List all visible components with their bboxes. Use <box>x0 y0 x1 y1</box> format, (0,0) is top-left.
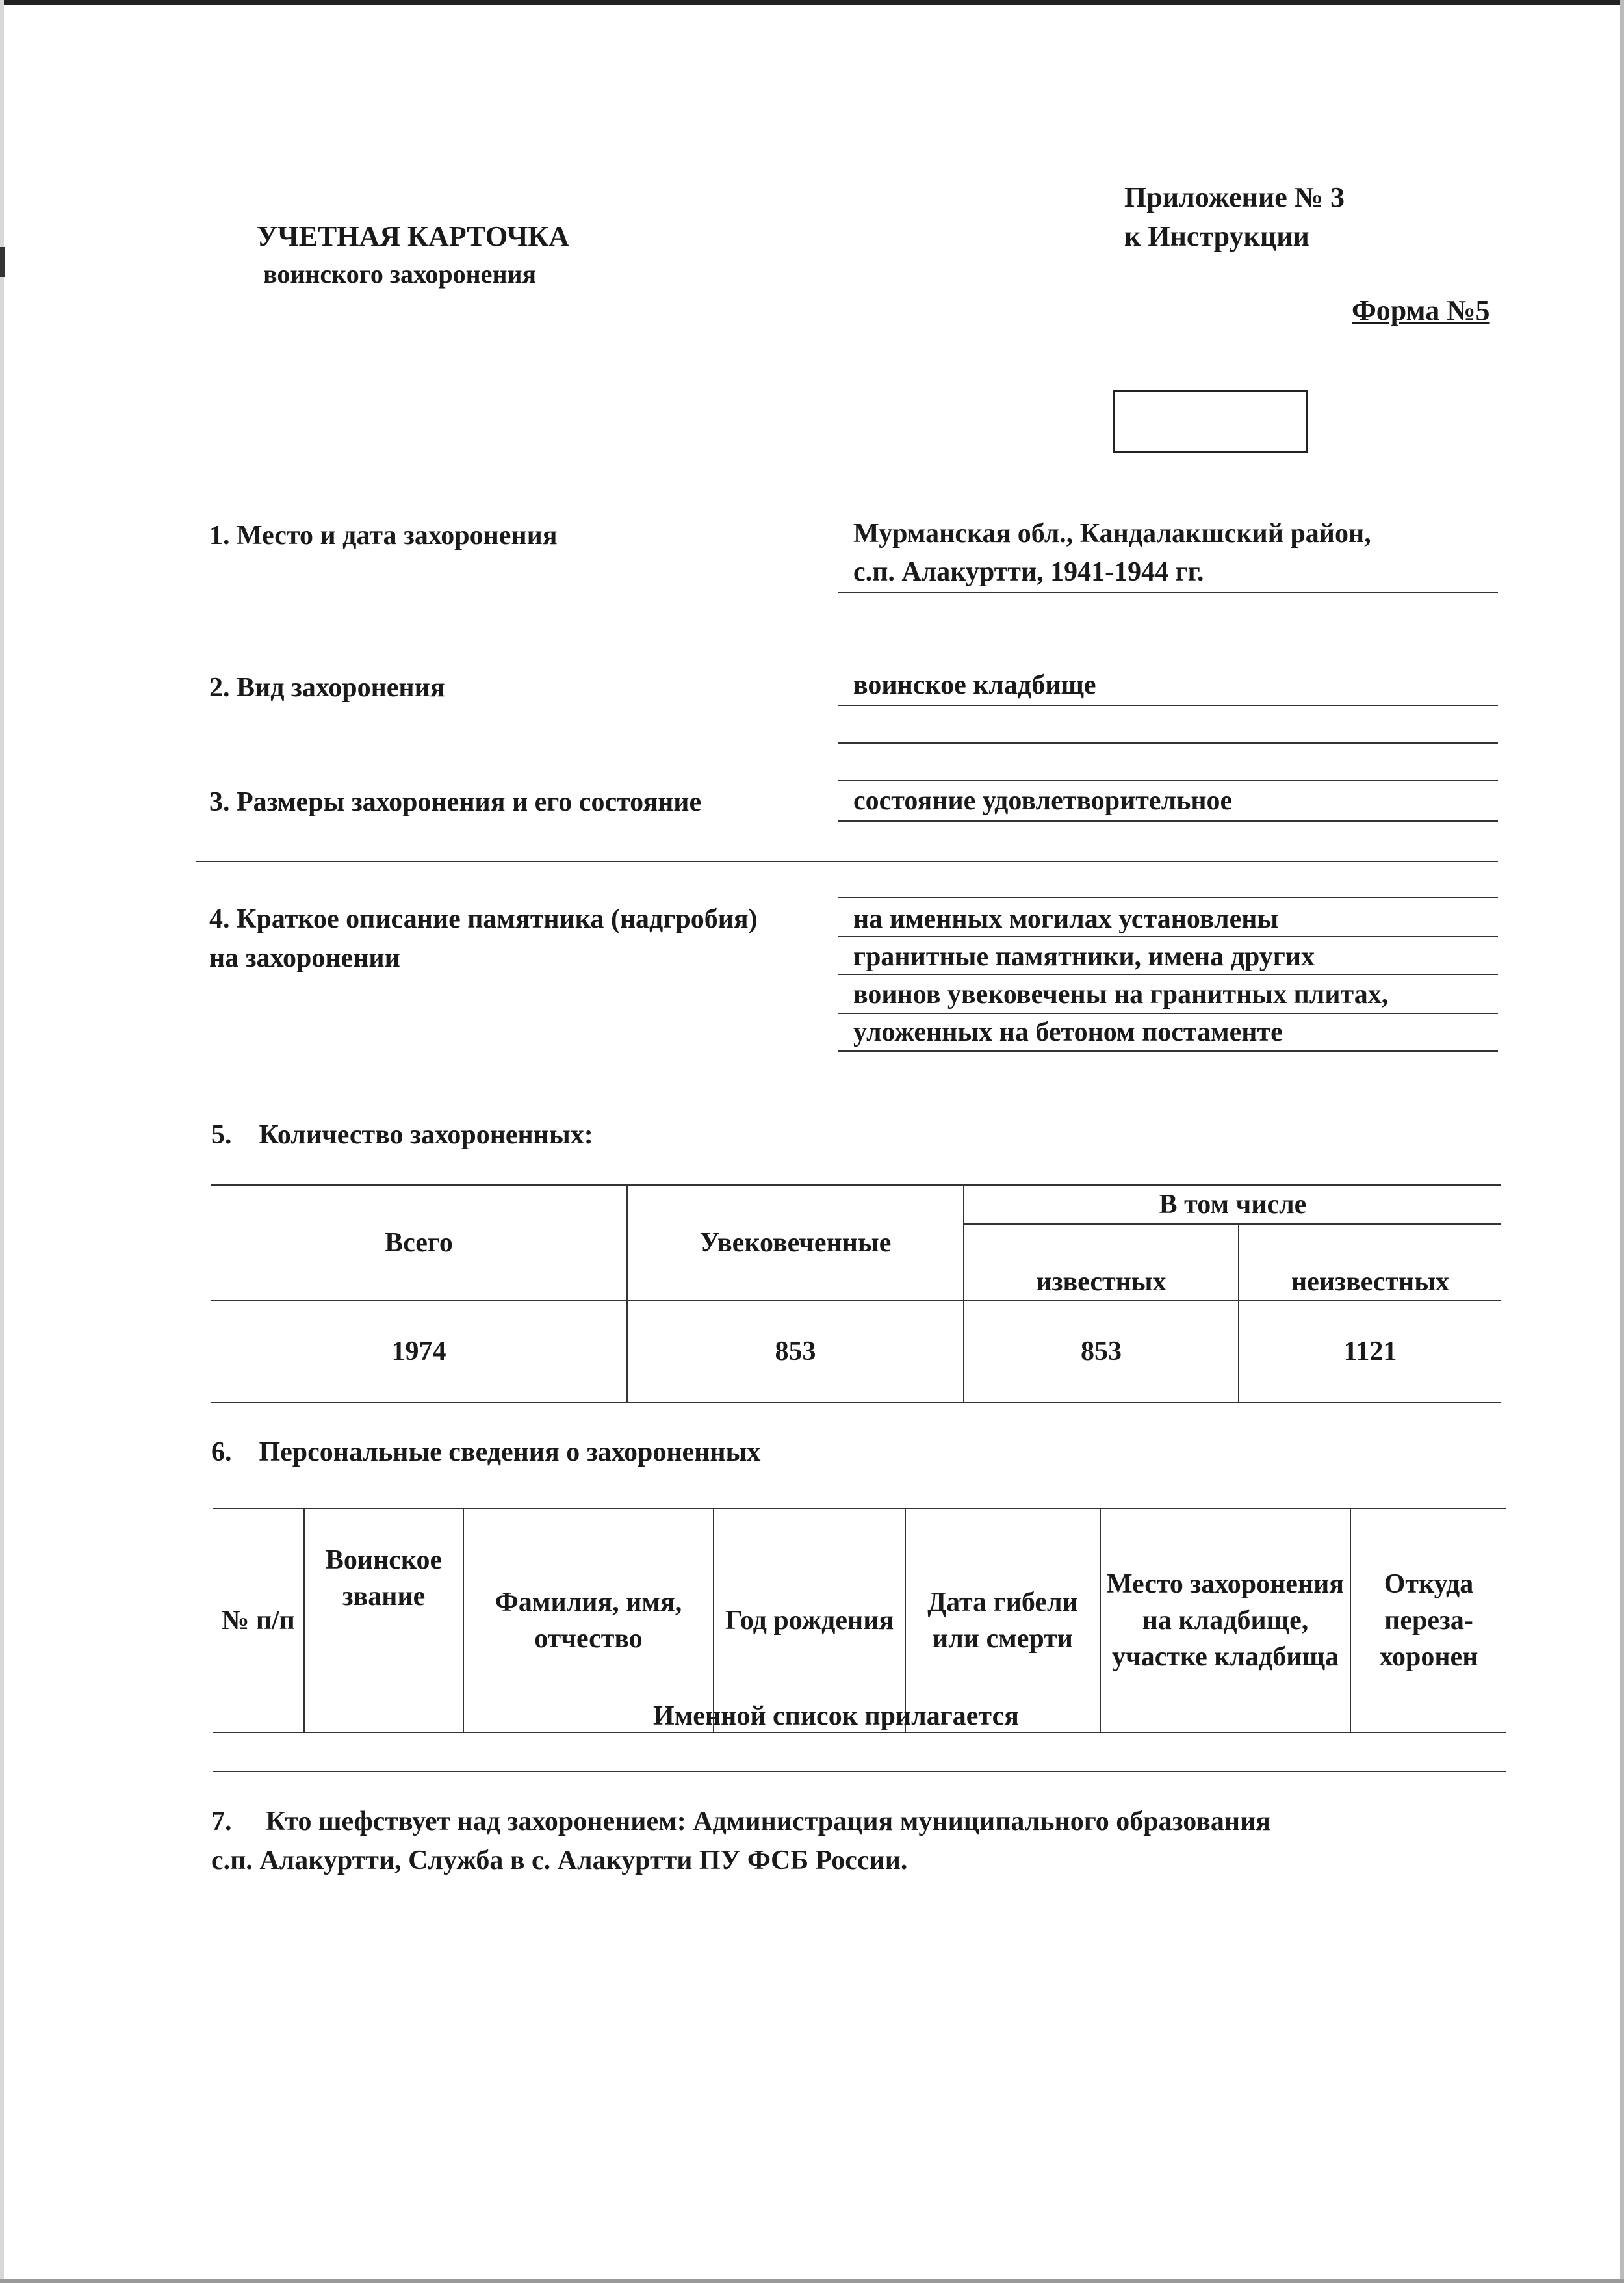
scan-border-top <box>0 0 1624 5</box>
burial-count-table <box>211 1184 1501 1403</box>
field-4-top-line <box>838 897 1498 898</box>
appendix-line-1: Приложение № 3 <box>1124 181 1345 213</box>
col-number: № п/п <box>213 1509 304 1732</box>
field-4-value-line-2: гранитные памятники, имена других <box>853 942 1315 972</box>
col-full-name: Фамилия, имя, отчество <box>463 1509 714 1732</box>
field-3-full-line <box>196 861 1498 862</box>
field-2-blank-line-2 <box>838 780 1498 781</box>
patron-line-1: 7. Кто шефствует над захоронением: Администрация муниципального образования <box>211 1807 1270 1836</box>
field-1-value-line-2: с.п. Алакуртти, 1941-1944 гг. <box>853 557 1204 587</box>
field-3-value: состояние удовлетворительное <box>853 786 1233 816</box>
appendix-line-2: к Инструкции <box>1124 220 1309 252</box>
scan-border-right <box>1620 0 1624 2283</box>
field-1-label: 1. Место и дата захоронения <box>209 521 558 551</box>
scan-mark <box>0 247 5 277</box>
header-unknown: неизвестных <box>1239 1224 1501 1301</box>
field-4-underline-2 <box>838 974 1498 975</box>
name-list-note: Именной список прилагается <box>653 1701 1019 1731</box>
field-3-label: 3. Размеры захоронения и его состояние <box>209 787 702 817</box>
field-2-underline <box>838 705 1498 706</box>
patron-line-2: с.п. Алакуртти, Служба в с. Алакуртти ПУ ФСБ России. <box>211 1846 908 1875</box>
section-6-label: 6. Персональные сведения о захороненных <box>211 1437 761 1467</box>
form-number: Форма №5 <box>1352 294 1490 326</box>
header-including: В том числе <box>964 1185 1501 1224</box>
field-1-underline <box>838 592 1498 593</box>
field-4-value-line-4: уложенных на бетоном постаменте <box>853 1017 1283 1047</box>
col-birth-year: Год рождения <box>714 1509 905 1732</box>
field-4-underline-3 <box>838 1013 1498 1014</box>
value-memorialized: 853 <box>627 1301 964 1402</box>
card-title: УЧЕТНАЯ КАРТОЧКА <box>257 220 570 252</box>
value-total: 1974 <box>211 1301 627 1402</box>
field-4-underline-4 <box>838 1050 1498 1052</box>
scan-border-left <box>0 0 4 2283</box>
field-1-value-line-1: Мурманская обл., Кандалакшский район, <box>853 519 1371 549</box>
field-2-blank-line-1 <box>838 742 1498 744</box>
field-4-value-line-3: воинов увековечены на гранитных плитах, <box>853 980 1389 1010</box>
section-6-bottom-line <box>213 1771 1506 1772</box>
header-memorialized: Увековеченные <box>627 1185 964 1301</box>
field-4-label-line-1: 4. Краткое описание памятника (надгробия) <box>209 904 758 934</box>
section-5-label: 5. Количество захороненных: <box>211 1120 593 1150</box>
col-death-date: Дата гибели или смерти <box>905 1509 1100 1732</box>
field-4-value-line-1: на именных могилах установлены <box>853 904 1279 934</box>
registration-number-box <box>1113 390 1308 453</box>
header-known: известных <box>964 1224 1239 1301</box>
col-rank: Воинское звание <box>304 1509 463 1732</box>
field-2-label: 2. Вид захоронения <box>209 673 445 703</box>
card-subtitle: воинского захоронения <box>263 259 537 289</box>
field-4-underline-1 <box>838 936 1498 937</box>
value-unknown: 1121 <box>1239 1301 1501 1402</box>
col-burial-place: Место захоронения на кладбище, участке кладбища <box>1100 1509 1350 1732</box>
scan-border-bottom <box>0 2279 1624 2283</box>
field-3-underline <box>838 820 1498 822</box>
col-reburied-from: Откуда переза-хоронен <box>1350 1509 1506 1732</box>
field-2-value: воинское кладбище <box>853 670 1096 700</box>
header-total: Всего <box>211 1185 627 1301</box>
value-known: 853 <box>964 1301 1239 1402</box>
personal-data-table <box>213 1508 1506 1733</box>
field-4-label-line-2: на захоронении <box>209 943 400 973</box>
